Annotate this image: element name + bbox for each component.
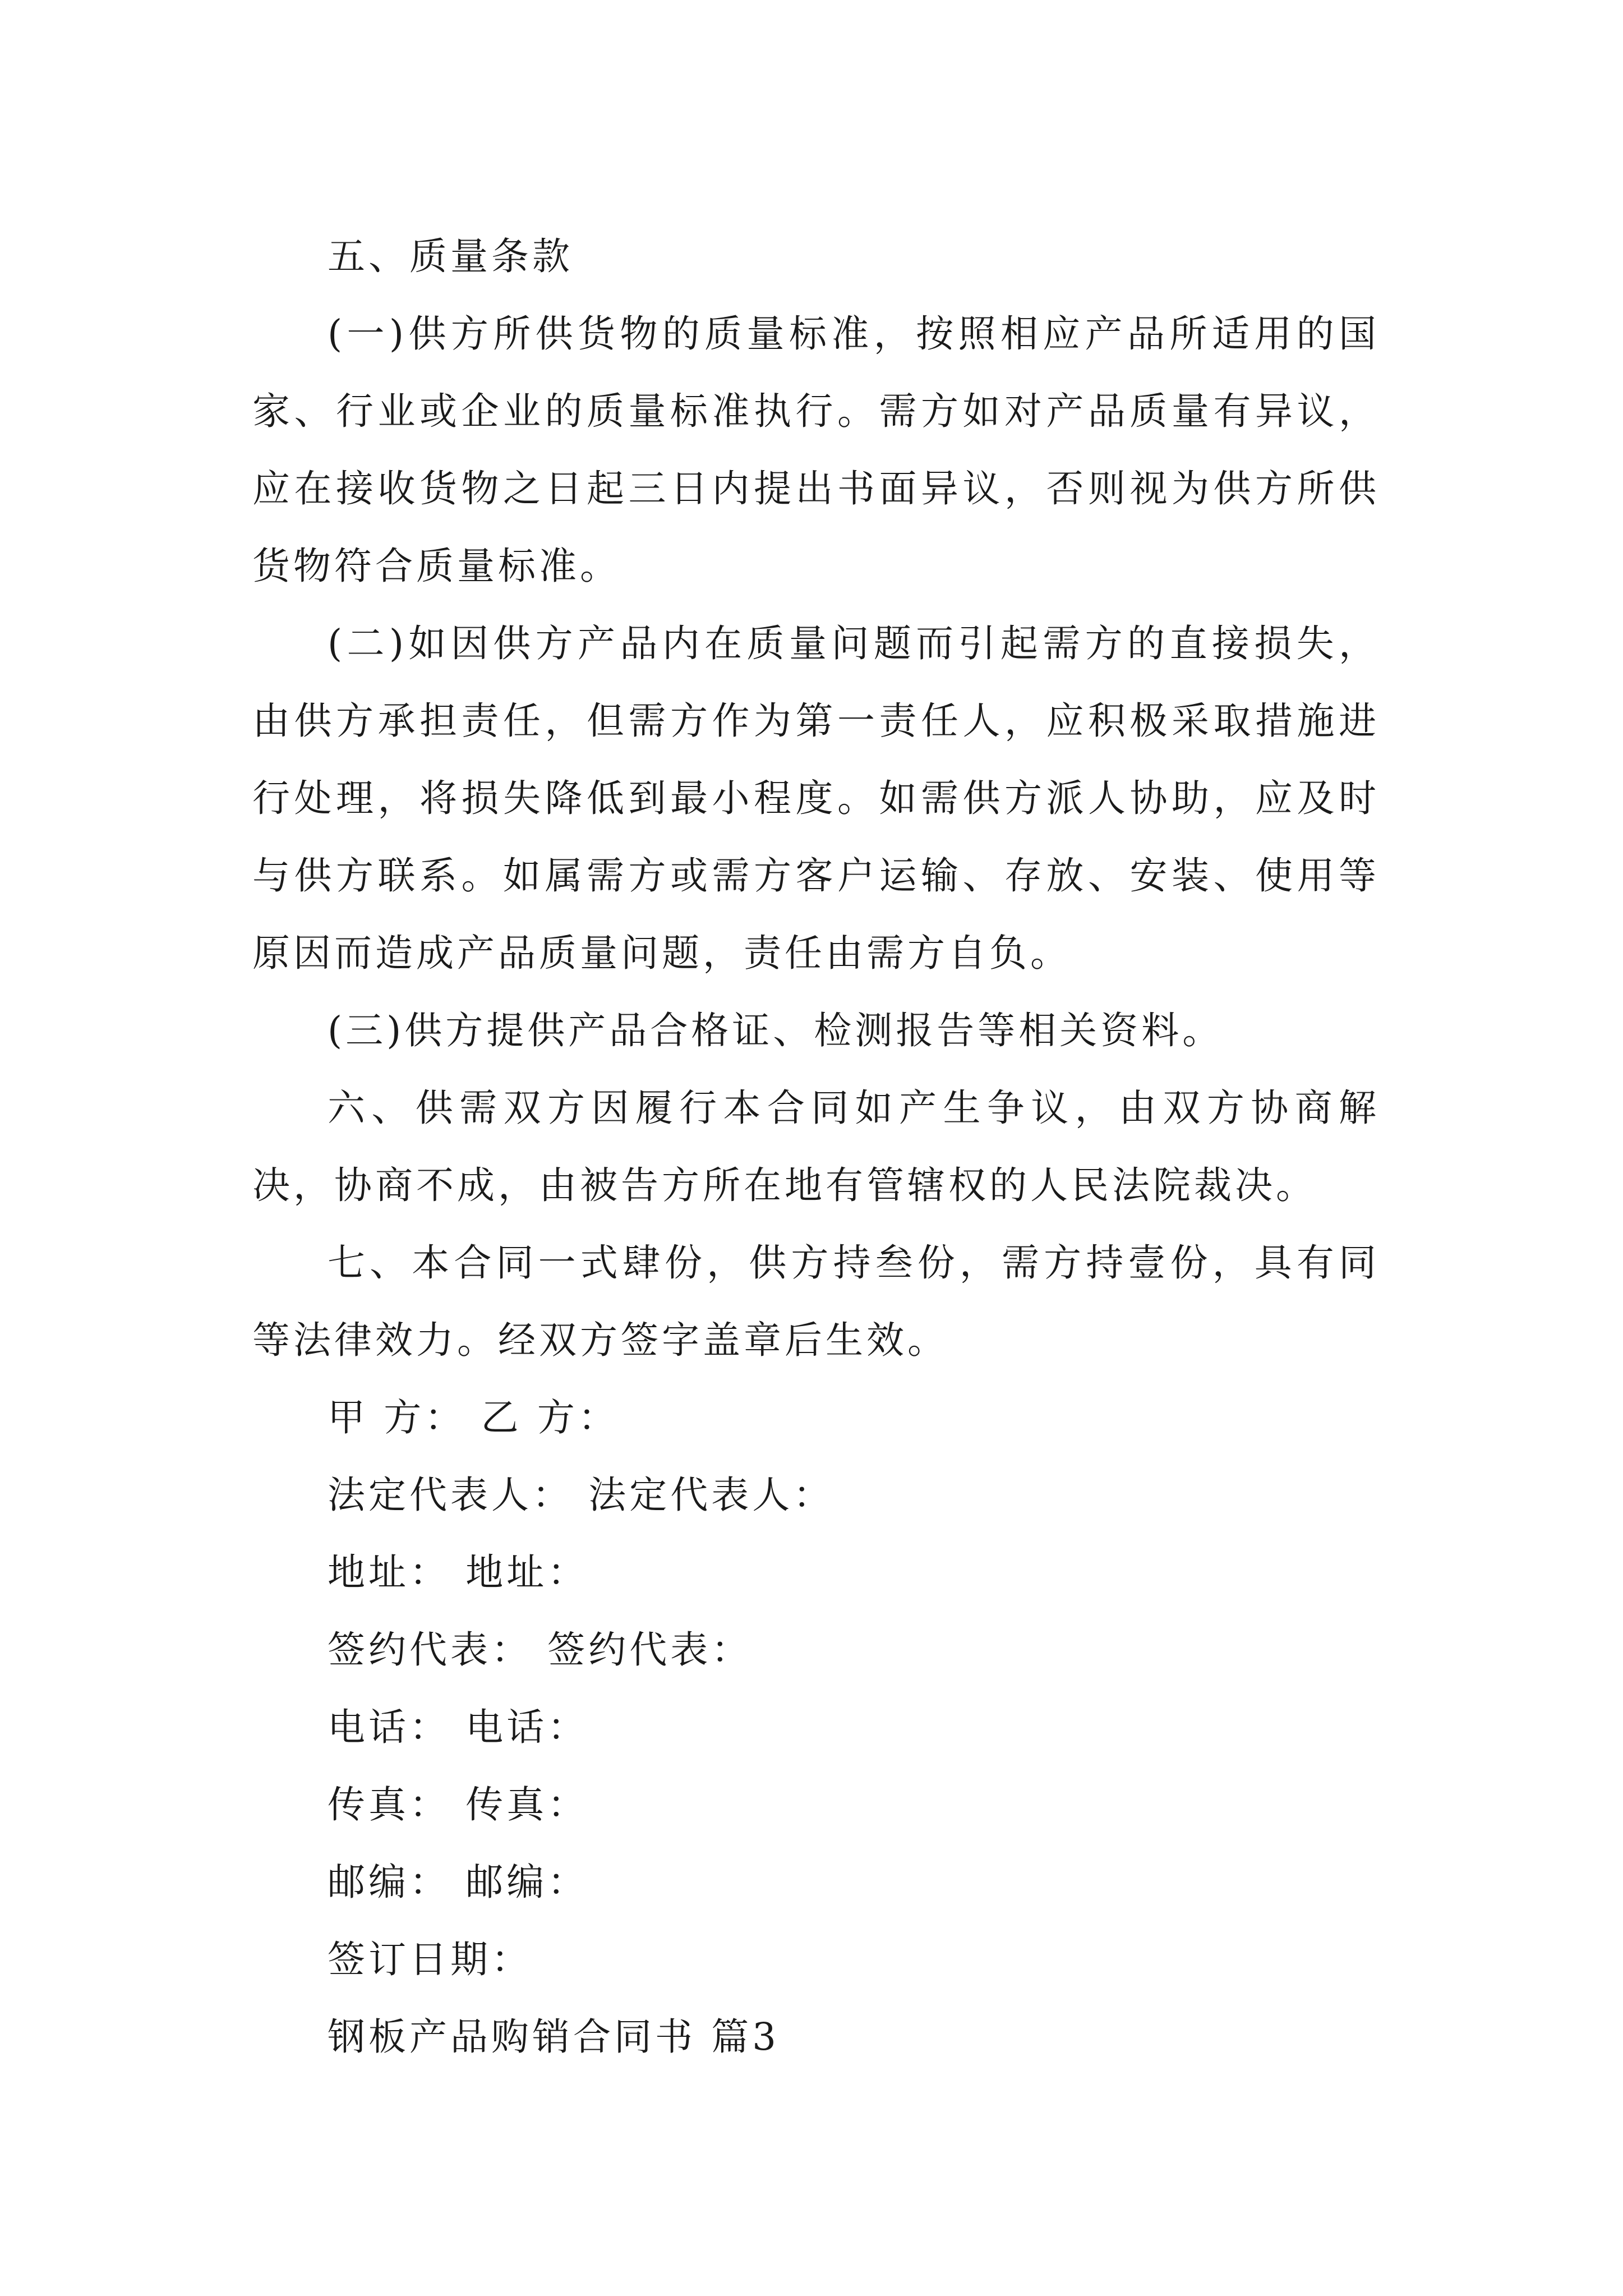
document-body: [252, 218, 1380, 2076]
phone-line: 电话： 电话：: [328, 1705, 589, 1749]
postcode-line: 邮编： 邮编：: [328, 1860, 589, 1904]
address-line: 地址： 地址：: [328, 1550, 589, 1594]
quality-clause-3: (三)供方提供产品合格证、检测报告等相关资料。: [328, 1009, 1224, 1052]
signing-date-line: 签订日期：: [328, 1938, 532, 1981]
party-names-line: 甲 方： 乙 方：: [328, 1396, 619, 1439]
signing-representative-line: 签约代表： 签约代表：: [328, 1628, 753, 1672]
dispute-clause: 六、供需双方因履行本合同如产生争议，由双方协商解决，协商不成，由被告方所在地有管辖权的人民法院裁决。: [252, 1086, 1380, 1207]
quality-clause-1: (一)供方所供货物的质量标准，按照相应产品所适用的国家、行业或企业的质量标准执行。需方如对产品质量有异议，应在接收货物之日起三日内提出书面异议，否则视为供方所供货物符合质量标准。: [252, 312, 1380, 588]
fax-line: 传真： 传真：: [328, 1783, 589, 1826]
copies-clause: 七、本合同一式肆份，供方持叁份，需方持壹份，具有同等法律效力。经双方签字盖章后生效。: [252, 1241, 1380, 1362]
section-five-heading: 五、质量条款: [328, 234, 573, 278]
next-section-title: 钢板产品购销合同书 篇3: [328, 2015, 780, 2059]
legal-representative-line: 法定代表人： 法定代表人：: [328, 1473, 834, 1517]
quality-clause-2: (二)如因供方产品内在质量问题而引起需方的直接损失，由供方承担责任，但需方作为第一责任人，应积极采取措施进行处理，将损失降低到最小程度。如需供方派人协助，应及时与供方联系。如属需方或需方客户运输、存放、安装、使用等原因而造成产品质量问题，责任由需方自负。: [252, 622, 1380, 975]
